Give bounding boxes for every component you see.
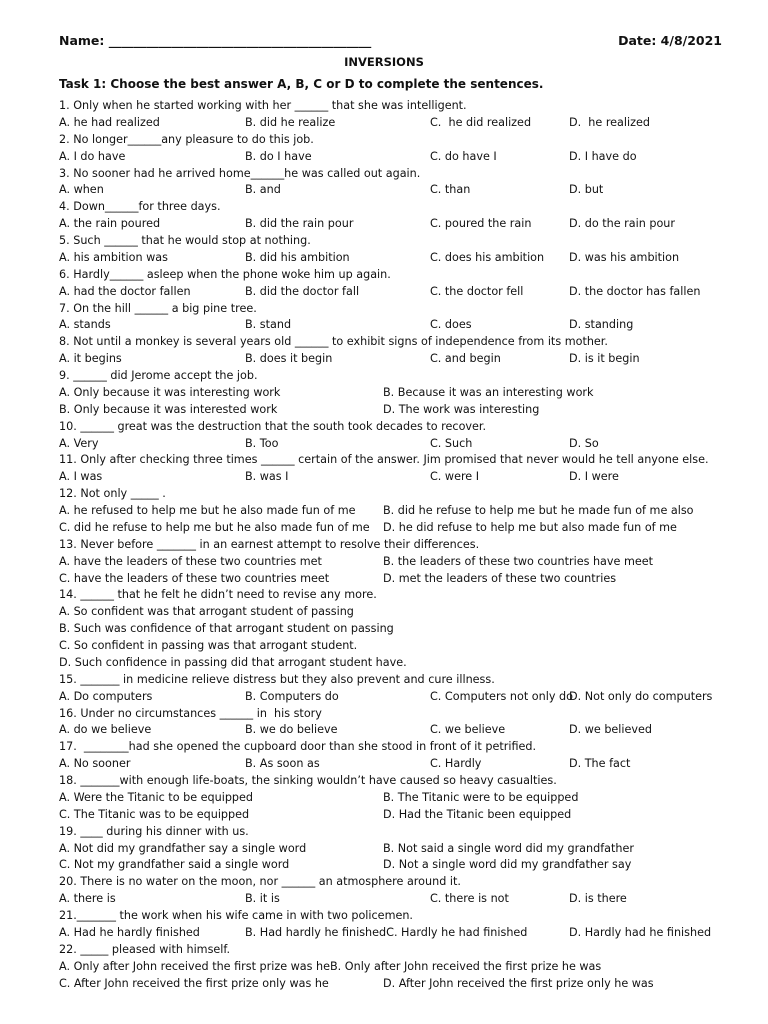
- questions-body: [59, 98, 759, 992]
- answer-options-row: [59, 284, 759, 301]
- answer-option: D. met the leaders of these two countries: [383, 571, 617, 585]
- answer-option: B. it is: [245, 892, 280, 906]
- answer-options-row: [59, 115, 759, 132]
- question-line: [59, 908, 759, 925]
- answer-option: C. does: [430, 318, 472, 332]
- answer-options-row: [59, 925, 759, 942]
- question-text: 17. ________had she opened the cupboard door than she stood in front of it petrified.: [59, 740, 537, 754]
- answer-options-row: [59, 554, 759, 571]
- question-line: [59, 132, 759, 149]
- answer-options-row: [59, 351, 759, 368]
- question-text: 19. ____ during his dinner with us.: [59, 824, 249, 838]
- answer-options-row: [59, 841, 759, 858]
- answer-option: D. I were: [569, 470, 619, 484]
- question-text: 2. No longer______any pleasure to do this job.: [59, 132, 314, 146]
- answer-option: B. did he refuse to help me but he made fun of me also: [383, 504, 694, 517]
- answer-option: A. he refused to help me but he also made fun of me: [59, 504, 356, 517]
- answer-option: B. did his ambition: [245, 250, 350, 264]
- question-text: 11. Only after checking three times ______ certain of the answer. Jim promised that never would he tell anyone else.: [59, 453, 709, 467]
- question-line: [59, 98, 759, 115]
- answer-option: C. Hardly: [430, 757, 482, 771]
- answer-option: B. Had hardly he finishedC. Hardly he had finished: [245, 925, 528, 939]
- answer-option: B. do I have: [245, 149, 312, 163]
- answer-option: A. his ambition was: [59, 250, 168, 264]
- answer-option: A. it begins: [59, 352, 122, 366]
- answer-option: B. Because it was an interesting work: [383, 385, 594, 399]
- question-text: 15. _______ in medicine relieve distress but they also prevent and cure illness.: [59, 672, 495, 686]
- answer-option: C. does his ambition: [430, 250, 545, 264]
- answer-option: C. there is not: [430, 892, 509, 906]
- answer-option: D. is there: [569, 892, 627, 906]
- answer-option: B. Computers do: [245, 689, 339, 703]
- question-line: [59, 773, 759, 790]
- answer-options-row: [59, 385, 759, 402]
- answer-option: B. the leaders of these two countries have meet: [383, 554, 654, 568]
- answer-option: A. there is: [59, 892, 116, 906]
- question-line: [59, 537, 759, 554]
- answer-option: C. After John received the first prize only was he: [59, 976, 329, 990]
- name-field-label: Name: __________________________________________: [59, 33, 372, 48]
- question-text: A. Only after John received the first prize was heB. Only after John received the first prize he was: [59, 959, 602, 973]
- answer-options-row: [59, 317, 759, 334]
- answer-option: B. does it begin: [245, 352, 333, 366]
- answer-option: B. As soon as: [245, 757, 320, 771]
- question-line: [59, 604, 759, 621]
- question-line: [59, 942, 759, 959]
- answer-option: C. have the leaders of these two countries meet: [59, 571, 330, 585]
- question-line: [59, 959, 759, 976]
- question-text: 21._______ the work when his wife came in with two policemen.: [59, 909, 413, 922]
- task-instruction: Task 1: Choose the best answer A, B, C or D to complete the sentences.: [59, 77, 544, 91]
- answer-option: A. Were the Titanic to be equipped: [59, 790, 254, 804]
- answer-options-row: [59, 182, 759, 199]
- answer-option: C. were I: [430, 470, 480, 484]
- answer-option: D. standing: [569, 318, 634, 332]
- answer-options-row: [59, 402, 759, 419]
- answer-options-row: [59, 503, 759, 520]
- answer-option: A. when: [59, 183, 104, 197]
- question-text: C. So confident in passing was that arrogant student.: [59, 639, 358, 652]
- answer-options-row: [59, 976, 759, 993]
- answer-option: A. Only because it was interesting work: [59, 385, 281, 399]
- answer-option: C. poured the rain: [430, 217, 532, 231]
- answer-option: A. he had realized: [59, 115, 160, 129]
- question-text: A. So confident was that arrogant student of passing: [59, 605, 354, 619]
- question-line: [59, 199, 759, 216]
- question-text: 5. Such ______ that he would stop at nothing.: [59, 234, 311, 247]
- answer-option: A. Had he hardly finished: [59, 925, 200, 939]
- answer-option: A. stands: [59, 318, 111, 332]
- answer-option: C. and begin: [430, 352, 501, 366]
- question-text: 22. _____ pleased with himself.: [59, 942, 231, 956]
- answer-option: C. we believe: [430, 723, 506, 737]
- answer-option: A. do we believe: [59, 723, 152, 737]
- question-line: [59, 621, 759, 638]
- question-line: [59, 874, 759, 891]
- question-text: 20. There is no water on the moon, nor ______ an atmosphere around it.: [59, 875, 461, 889]
- question-line: [59, 334, 759, 351]
- question-line: [59, 587, 759, 604]
- question-text: 3. No sooner had he arrived home______he was called out again.: [59, 166, 421, 180]
- question-line: [59, 655, 759, 672]
- answer-options-row: [59, 469, 759, 486]
- answer-options-row: [59, 216, 759, 233]
- question-text: 9. ______ did Jerome accept the job.: [59, 369, 258, 382]
- answer-option: D. do the rain pour: [569, 217, 675, 231]
- answer-option: D. After John received the first prize only he was: [383, 976, 654, 990]
- question-text: 13. Never before _______ in an earnest attempt to resolve their differences.: [59, 537, 480, 551]
- answer-options-row: [59, 722, 759, 739]
- answer-option: C. he did realized: [430, 115, 532, 129]
- answer-options-row: [59, 571, 759, 588]
- question-line: [59, 233, 759, 250]
- answer-option: A. No sooner: [59, 757, 131, 771]
- answer-option: D. Had the Titanic been equipped: [383, 807, 572, 821]
- answer-option: D. Hardly had he finished: [569, 925, 712, 939]
- answer-option: B. did he realize: [245, 115, 336, 129]
- answer-option: B. stand: [245, 318, 292, 332]
- answer-option: C. than: [430, 183, 471, 197]
- answer-option: B. Too: [245, 436, 279, 450]
- answer-option: B. The Titanic were to be equipped: [383, 790, 579, 804]
- question-text: 10. ______ great was the destruction that the south took decades to recover.: [59, 419, 487, 433]
- answer-option: B. Not said a single word did my grandfather: [383, 841, 634, 855]
- question-line: [59, 486, 759, 503]
- answer-option: D. The fact: [569, 757, 631, 771]
- question-line: [59, 739, 759, 756]
- question-text: 12. Not only _____ .: [59, 487, 166, 501]
- answer-option: A. Very: [59, 436, 99, 450]
- answer-option: C. The Titanic was to be equipped: [59, 807, 250, 821]
- answer-option: B. was I: [245, 470, 289, 484]
- answer-options-row: [59, 891, 759, 908]
- answer-option: D. he realized: [569, 115, 650, 129]
- question-line: [59, 301, 759, 318]
- question-line: [59, 267, 759, 284]
- answer-option: D. The work was interesting: [383, 402, 540, 416]
- answer-option: D. Not a single word did my grandfather say: [383, 858, 632, 872]
- answer-option: A. I do have: [59, 149, 126, 163]
- answer-option: A. have the leaders of these two countries met: [59, 554, 322, 568]
- answer-options-row: [59, 250, 759, 267]
- answer-option: C. Computers not only do: [430, 689, 573, 703]
- answer-option: B. and: [245, 183, 281, 197]
- answer-option: B. did the rain pour: [245, 217, 354, 231]
- question-text: B. Such was confidence of that arrogant student on passing: [59, 622, 394, 636]
- answer-options-row: [59, 807, 759, 824]
- answer-options-row: [59, 149, 759, 166]
- question-text: 4. Down______for three days.: [59, 200, 221, 214]
- question-line: [59, 419, 759, 436]
- question-text: 18. _______with enough life-boats, the sinking wouldn’t have caused so heavy casualties.: [59, 774, 557, 787]
- answer-option: C. Not my grandfather said a single word: [59, 858, 290, 872]
- answer-options-row: [59, 436, 759, 453]
- question-text: 6. Hardly______ asleep when the phone woke him up again.: [59, 267, 391, 281]
- answer-option: D. Not only do computers: [569, 689, 713, 703]
- answer-options-row: [59, 790, 759, 807]
- answer-option: A. had the doctor fallen: [59, 284, 191, 298]
- answer-option: D. was his ambition: [569, 250, 680, 264]
- question-text: 16. Under no circumstances ______ in his story: [59, 706, 322, 720]
- question-line: [59, 452, 759, 469]
- answer-option: B. did the doctor fall: [245, 284, 360, 298]
- question-text: 1. Only when he started working with her ______ that she was intelligent.: [59, 99, 467, 112]
- answer-option: C. do have I: [430, 149, 497, 163]
- answer-option: C. the doctor fell: [430, 284, 524, 298]
- question-text: 7. On the hill ______ a big pine tree.: [59, 301, 257, 315]
- page-title: INVERSIONS: [344, 55, 424, 69]
- answer-option: C. did he refuse to help me but he also made fun of me: [59, 520, 370, 534]
- question-text: D. Such confidence in passing did that arrogant student have.: [59, 655, 407, 669]
- question-line: [59, 166, 759, 183]
- answer-option: A. Not did my grandfather say a single word: [59, 841, 307, 855]
- question-line: [59, 672, 759, 689]
- answer-option: A. the rain poured: [59, 217, 161, 231]
- answer-options-row: [59, 520, 759, 537]
- answer-option: D. is it begin: [569, 352, 640, 366]
- question-text: 14. ______ that he felt he didn’t need to revise any more.: [59, 588, 377, 602]
- answer-option: D. he did refuse to help me but also made fun of me: [383, 520, 677, 534]
- answer-option: A. Do computers: [59, 689, 153, 703]
- answer-options-row: [59, 756, 759, 773]
- answer-option: B. we do believe: [245, 723, 338, 737]
- answer-option: D. I have do: [569, 149, 637, 163]
- answer-option: D. So: [569, 436, 599, 450]
- answer-option: A. I was: [59, 470, 103, 484]
- question-line: [59, 638, 759, 655]
- answer-option: D. we believed: [569, 723, 653, 737]
- question-line: [59, 368, 759, 385]
- question-line: [59, 824, 759, 841]
- question-line: [59, 706, 759, 723]
- answer-option: B. Only because it was interested work: [59, 402, 278, 416]
- date-label: Date: 4/8/2021: [618, 33, 722, 48]
- answer-options-row: [59, 857, 759, 874]
- answer-option: D. the doctor has fallen: [569, 284, 701, 298]
- question-text: 8. Not until a monkey is several years old ______ to exhibit signs of independence from its mother.: [59, 335, 608, 349]
- answer-option: C. Such: [430, 436, 473, 450]
- answer-options-row: [59, 689, 759, 706]
- answer-option: D. but: [569, 183, 604, 197]
